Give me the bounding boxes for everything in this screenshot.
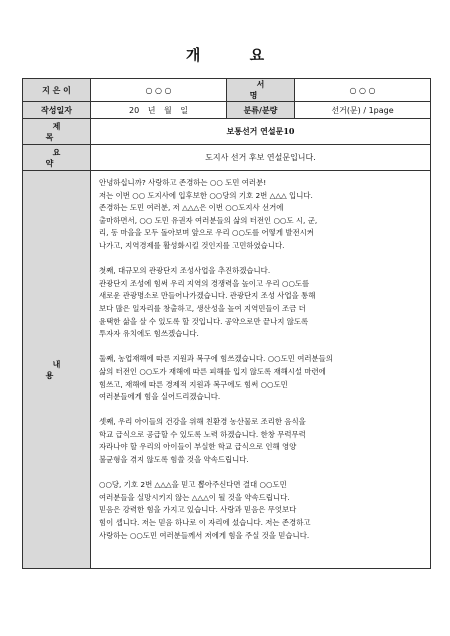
speaker-label: 지 은 이 [23, 79, 91, 102]
speech-line: 관광단지 조성에 힘써 우리 지역의 경쟁력을 높이고 우리 ○○도를 [99, 278, 310, 288]
category-label: 분류/분량 [227, 102, 295, 119]
signature-value: ○ ○ ○ [295, 79, 431, 102]
speech-line: 존경하는 도민 여러분, 저 △△△은 이번 ○○도지사 선거에 [99, 203, 284, 213]
speech-line: 힘쓰고, 재해에 따른 경제적 지원과 복구에도 힘써 ○○도민 [99, 379, 288, 389]
speech-paragraph [99, 265, 422, 341]
speech-line: 믿음은 강력한 힘을 가지고 있습니다. 사랑과 믿음은 무엇보다 [99, 505, 297, 515]
speech-line: ○○당, 기호 2번 △△△을 믿고 뽑아주신다면 결대 ○○도민 [99, 480, 287, 490]
speech-line: 첫째, 대규모의 관광단지 조성사업을 추진하겠습니다. [99, 266, 271, 276]
speech-text [99, 177, 422, 542]
signature-label: 서 명 [227, 79, 295, 102]
speech-line: 투자자 유치에도 힘쓰겠습니다. [99, 329, 199, 339]
speech-line: 출마하면서, ○○ 도민 유권자 여러분들의 삶의 터전인 ○○도 시, 군, [99, 215, 318, 225]
speech-line: 여러분들을 실망시키지 않는 △△△이 될 것을 약속드립니다. [99, 492, 290, 502]
document-title: 보통선거 연설문10 [91, 119, 431, 145]
speech-line: 리, 동 마을을 모두 돌아보며 앞으로 우리 ○○도를 어떻게 발전시켜 [99, 228, 314, 238]
speech-line: 불균형을 겪지 않도록 힘쓸 것을 약속드립니다. [99, 455, 249, 465]
speech-paragraph [99, 177, 422, 253]
speech-line: 새로운 관광명소로 만들어나가겠습니다. 관광단지 조성 사업을 통해 [99, 291, 316, 301]
document-form [22, 78, 431, 569]
speaker-value: ○ ○ ○ [91, 79, 227, 102]
content-label: 내 용 [23, 171, 91, 569]
category-value: 선거(문) / 1page [295, 102, 431, 119]
speech-line: 보다 많은 일자리를 창출하고, 생산성을 높여 지역민들이 조금 더 [99, 303, 306, 313]
speech-line: 둘째, 농업재해에 따른 지원과 복구에 힘쓰겠습니다. ○○도민 여러분들의 [99, 354, 333, 364]
speech-paragraph [99, 353, 422, 403]
speech-line: 삶의 터전인 ○○도가 재해에 따른 피해를 입지 않도록 재해시설 마련에 [99, 366, 326, 376]
speech-line: 셋째, 우리 아이들의 건강을 위해 친환경 농산물로 조리한 음식을 [99, 417, 306, 427]
speech-line: 윤택한 삶을 살 수 있도록 할 것입니다. 공약으로만 끝나지 않도록 [99, 316, 309, 326]
date-label: 작성일자 [23, 102, 91, 119]
speech-paragraph [99, 416, 422, 466]
date-value: 20 년 월 일 [91, 102, 227, 119]
speech-line: 사랑하는 ○○도민 여러분들께서 저에게 힘을 주실 것을 믿습니다. [99, 530, 310, 540]
summary-value: 도지사 선거 후보 연설문입니다. [91, 145, 431, 171]
speech-line: 저는 이번 ○○ 도지사에 입후보한 ○○당의 기호 2번 △△△ 입니다. [99, 190, 313, 200]
speech-line: 안녕하십니까? 사랑하고 존경하는 ○○ 도민 여러분! [99, 178, 267, 187]
speech-line: 여러분들에게 힘을 실어드리겠습니다. [99, 392, 221, 402]
speech-line: 학교 급식으로 공급할 수 있도록 노력 하겠습니다. 한창 무럭무럭 [99, 429, 306, 439]
speech-line: 힘이 셉니다. 저는 믿음 하나로 이 자리에 섰습니다. 저는 존경하고 [99, 518, 311, 528]
speech-line: 나가고, 지역경제를 활성화시킬 것인지를 고민하였습니다. [99, 240, 285, 250]
page-title: 개 요 [185, 46, 287, 64]
content-body [91, 171, 431, 569]
subject-label: 제 목 [23, 119, 91, 145]
summary-label: 요 약 [23, 145, 91, 171]
speech-line: 자라나야 할 우리의 아이들이 부실한 학교 급식으로 인해 영양 [99, 442, 297, 452]
speech-paragraph [99, 479, 422, 542]
